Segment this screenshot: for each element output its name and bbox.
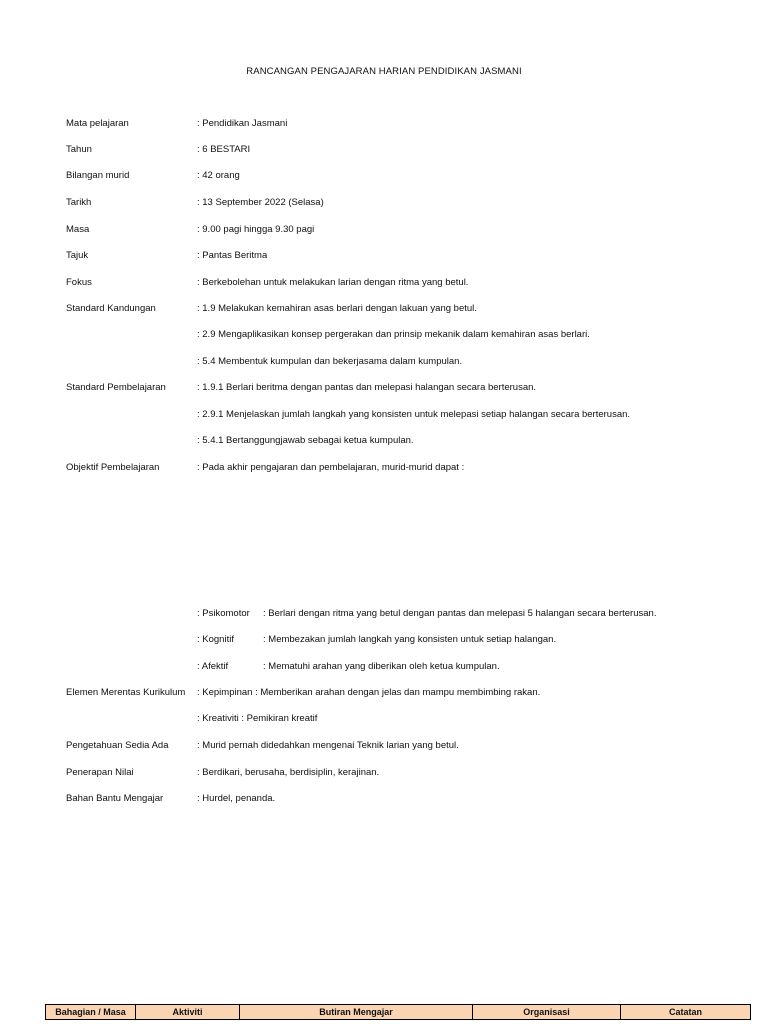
field-value: : Kreativiti : Pemikiran kreatif xyxy=(197,713,318,724)
field-label: Standard Pembelajaran xyxy=(66,382,166,393)
field-value: : 1.9 Melakukan kemahiran asas berlari dengan lakuan yang betul. xyxy=(197,303,477,314)
field-value: : Berdikari, berusaha, berdisiplin, kerajinan. xyxy=(197,767,380,778)
field-value: : 42 orang xyxy=(197,170,240,181)
column-header-organisation: Organisasi xyxy=(473,1005,621,1020)
field-label: Tahun xyxy=(66,144,92,155)
field-label: Tarikh xyxy=(66,197,92,208)
field-label: Bahan Bantu Mengajar xyxy=(66,793,164,804)
field-label: Elemen Merentas Kurikulum xyxy=(66,687,186,698)
objective-domain: : Afektif xyxy=(197,661,229,672)
objective-domain: : Kognitif xyxy=(197,634,234,645)
column-header-teaching-details: Butiran Mengajar xyxy=(240,1005,473,1020)
field-label: Fokus xyxy=(66,277,92,288)
objective-domain: : Psikomotor xyxy=(197,608,250,619)
field-value: : 2.9.1 Menjelaskan jumlah langkah yang konsisten untuk melepasi setiap halangan secara berterusan. xyxy=(197,409,631,420)
field-label: Mata pelajaran xyxy=(66,118,129,129)
field-value: : 5.4.1 Bertanggungjawab sebagai ketua kumpulan. xyxy=(197,435,414,446)
objective-text: : Membezakan jumlah langkah yang konsisten untuk setiap halangan. xyxy=(263,634,557,645)
column-header-notes: Catatan xyxy=(621,1005,751,1020)
column-header-section-time: Bahagian / Masa xyxy=(46,1005,136,1020)
field-label: Penerapan Nilai xyxy=(66,767,134,778)
field-label: Bilangan murid xyxy=(66,170,130,181)
table-header-row xyxy=(46,1005,751,1020)
field-label: Tajuk xyxy=(66,250,89,261)
field-value: : Berkebolehan untuk melakukan larian dengan ritma yang betul. xyxy=(197,277,469,288)
field-value: : 13 September 2022 (Selasa) xyxy=(197,197,324,208)
lesson-table xyxy=(45,1004,750,1020)
field-value: : Pada akhir pengajaran dan pembelajaran, murid-murid dapat : xyxy=(197,462,465,473)
field-value: : Murid pernah didedahkan mengenai Teknik larian yang betul. xyxy=(197,740,459,751)
field-value: : Hurdel, penanda. xyxy=(197,793,276,804)
objective-text: : Mematuhi arahan yang diberikan oleh ketua kumpulan. xyxy=(263,661,500,672)
field-value: : 2.9 Mengaplikasikan konsep pergerakan dan prinsip mekanik dalam kemahiran asas berlari. xyxy=(197,329,590,340)
field-value: : Pendidikan Jasmani xyxy=(197,118,288,129)
field-value: : 6 BESTARI xyxy=(197,144,251,155)
field-value: : Pantas Beritma xyxy=(197,250,268,261)
field-label: Objektif Pembelajaran xyxy=(66,462,160,473)
field-label: Pengetahuan Sedia Ada xyxy=(66,740,169,751)
field-label: Masa xyxy=(66,224,90,235)
column-header-activity: Aktiviti xyxy=(136,1005,240,1020)
field-value: : 5.4 Membentuk kumpulan dan bekerjasama dalam kumpulan. xyxy=(197,356,463,367)
field-value: : 1.9.1 Berlari beritma dengan pantas dan melepasi halangan secara berterusan. xyxy=(197,382,537,393)
field-label: Standard Kandungan xyxy=(66,303,156,314)
document-title: RANCANGAN PENGAJARAN HARIAN PENDIDIKAN JASMANI xyxy=(246,66,522,77)
objective-text: : Berlari dengan ritma yang betul dengan pantas dan melepasi 5 halangan secara berterusan. xyxy=(263,608,657,619)
field-value: : 9.00 pagi hingga 9.30 pagi xyxy=(197,224,315,235)
field-value: : Kepimpinan : Memberikan arahan dengan jelas dan mampu membimbing rakan. xyxy=(197,687,541,698)
